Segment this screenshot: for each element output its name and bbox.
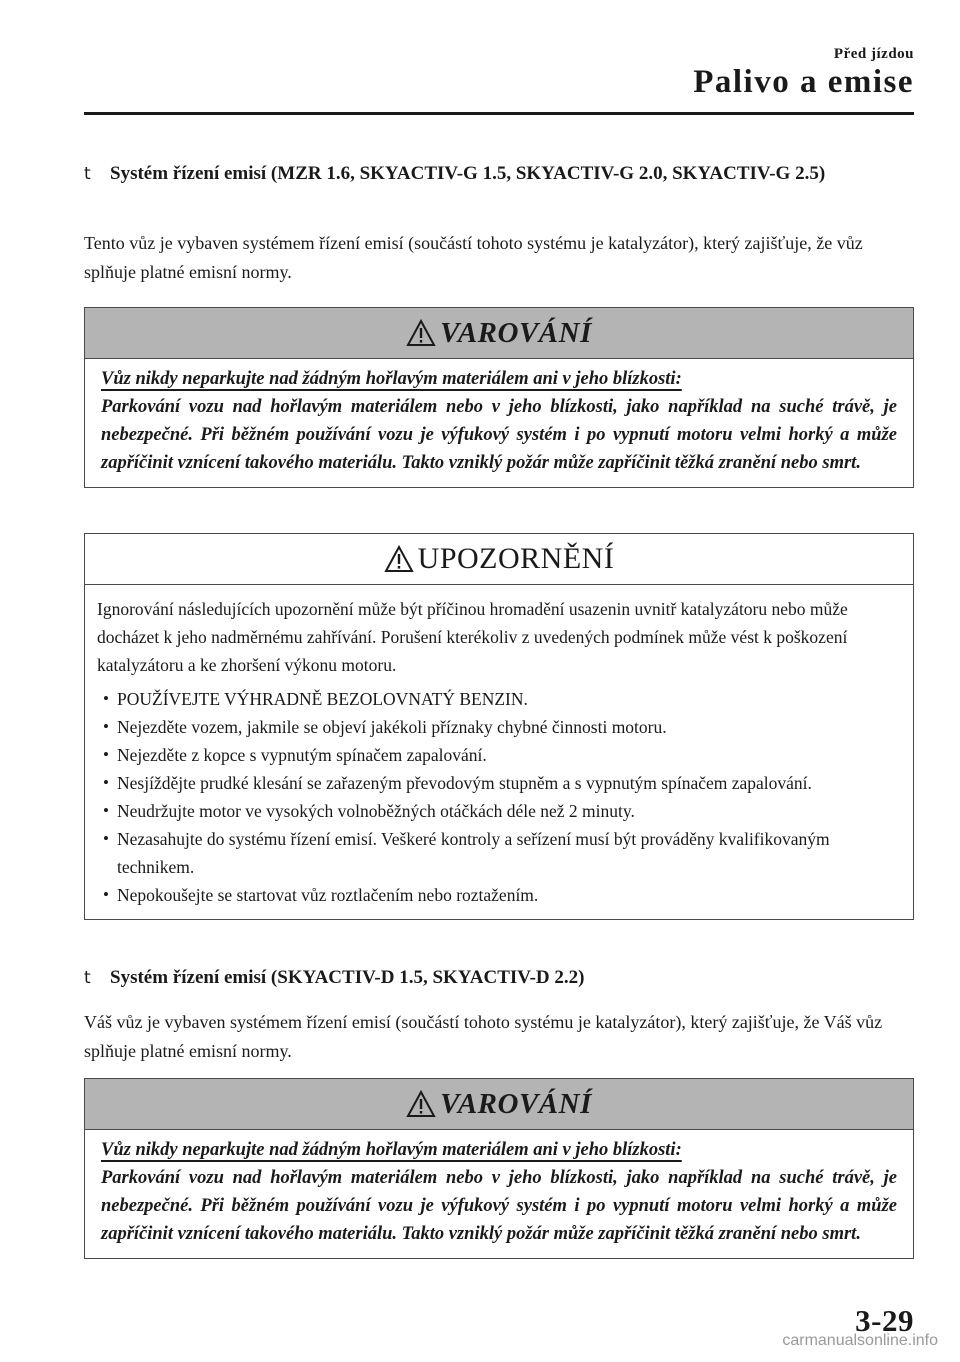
- bullet-icon: •: [103, 773, 109, 792]
- section-heading-text: Systém řízení emisí (SKYACTIV-D 1.5, SKYACTIV-D 2.2): [110, 967, 585, 988]
- bullet-icon: •: [103, 885, 109, 904]
- list-item: • Nesjíždějte prudké klesání se zařazeným převodovým stupněm a s vypnutým spínačem zapalování.: [97, 769, 897, 797]
- caution-list: [97, 685, 897, 909]
- warning-text: Parkování vozu nad hořlavým materiálem nebo v jeho blízkosti, jako například na suché trávě, je nebezpečné. Při běžném používání vozu je výfukový systém i po vypnutí motoru velmi horký a může zapříčinit vznícení takového materiálu. Takto vzniklý požár může zapříčinit těžká zranění nebo smrt.: [101, 397, 897, 473]
- section-heading-text: Systém řízení emisí (MZR 1.6, SKYACTIV-G 1.5, SKYACTIV-G 2.0, SKYACTIV-G 2.5): [110, 163, 826, 184]
- list-item: • Nejezděte z kopce s vypnutým spínačem zapalování.: [97, 741, 897, 769]
- caution-title: UPOZORNĚNÍ: [417, 542, 615, 575]
- warning-header: [85, 1079, 913, 1130]
- warning-box-1: [84, 307, 914, 488]
- warning-text: Parkování vozu nad hořlavým materiálem nebo v jeho blízkosti, jako například na suché trávě, je nebezpečné. Při běžném používání vozu je výfukový systém i po vypnutí motoru velmi horký a může zapříčinit vznícení takového materiálu. Takto vzniklý požár může zapříčinit těžká zranění nebo smrt.: [101, 1168, 897, 1244]
- warning-body: [85, 1130, 913, 1258]
- warning-body: [85, 359, 913, 487]
- caution-intro: Ignorování následujících upozornění může být příčinou hromadění usazenin uvnitř katalyzátoru nebo může docházet k jeho nadměrnému zahřívání. Porušení kterékoliv z uvedených podmínek může vést k poškození katalyzátoru a ke zhoršení výkonu motoru.: [97, 599, 848, 675]
- warning-box-2: [84, 1078, 914, 1259]
- list-item: • POUŽÍVEJTE VÝHRADNĚ BEZOLOVNATÝ BENZIN.: [97, 685, 897, 713]
- watermark: carmanualsonline.info: [782, 1332, 938, 1349]
- caution-body: [85, 585, 913, 919]
- header-rule: [84, 112, 914, 115]
- page-title: Palivo a emise: [693, 64, 914, 100]
- list-item: • Nezasahujte do systému řízení emisí. Veškeré kontroly a seřízení musí být prováděny kvalifikovaným technikem.: [97, 825, 897, 881]
- warning-triangle-icon: [406, 1090, 436, 1118]
- warning-header: [85, 308, 913, 359]
- page-number: 3-29: [855, 1303, 914, 1338]
- warning-title: VAROVÁNÍ: [440, 316, 592, 349]
- caution-header: [85, 534, 913, 585]
- caution-box: [84, 533, 914, 920]
- bullet-icon: •: [103, 689, 109, 708]
- section-label: Před jízdou: [833, 46, 914, 62]
- section-bullet-icon: t: [84, 164, 91, 184]
- section-body: Tento vůz je vybaven systémem řízení emisí (součástí tohoto systému je katalyzátor), který zajišťuje, že vůz splňuje platné emisní normy.: [84, 233, 863, 282]
- warning-title: VAROVÁNÍ: [440, 1087, 592, 1120]
- warning-triangle-icon: [406, 319, 436, 347]
- warning-headline: Vůz nikdy neparkujte nad žádným hořlavým materiálem ani v jeho blízkosti:: [101, 1140, 682, 1160]
- list-item: • Nejezděte vozem, jakmile se objeví jakékoli příznaky chybné činnosti motoru.: [97, 713, 897, 741]
- list-item: • Nepokoušejte se startovat vůz roztlačením nebo roztažením.: [97, 881, 897, 909]
- section-bullet-icon: t: [84, 968, 91, 988]
- bullet-icon: •: [103, 801, 109, 820]
- section-heading-petrol: [84, 160, 914, 188]
- section-body: Váš vůz je vybaven systémem řízení emisí (součástí tohoto systému je katalyzátor), který zajišťuje, že Váš vůz splňuje platné emisní normy.: [84, 1012, 883, 1061]
- section-heading-diesel: [84, 964, 914, 992]
- bullet-icon: •: [103, 829, 109, 848]
- bullet-icon: •: [103, 717, 109, 736]
- bullet-icon: •: [103, 745, 109, 764]
- warning-headline: Vůz nikdy neparkujte nad žádným hořlavým materiálem ani v jeho blízkosti:: [101, 369, 682, 389]
- warning-triangle-icon: [384, 545, 414, 573]
- list-item: • Neudržujte motor ve vysokých volnoběžných otáčkách déle než 2 minuty.: [97, 797, 897, 825]
